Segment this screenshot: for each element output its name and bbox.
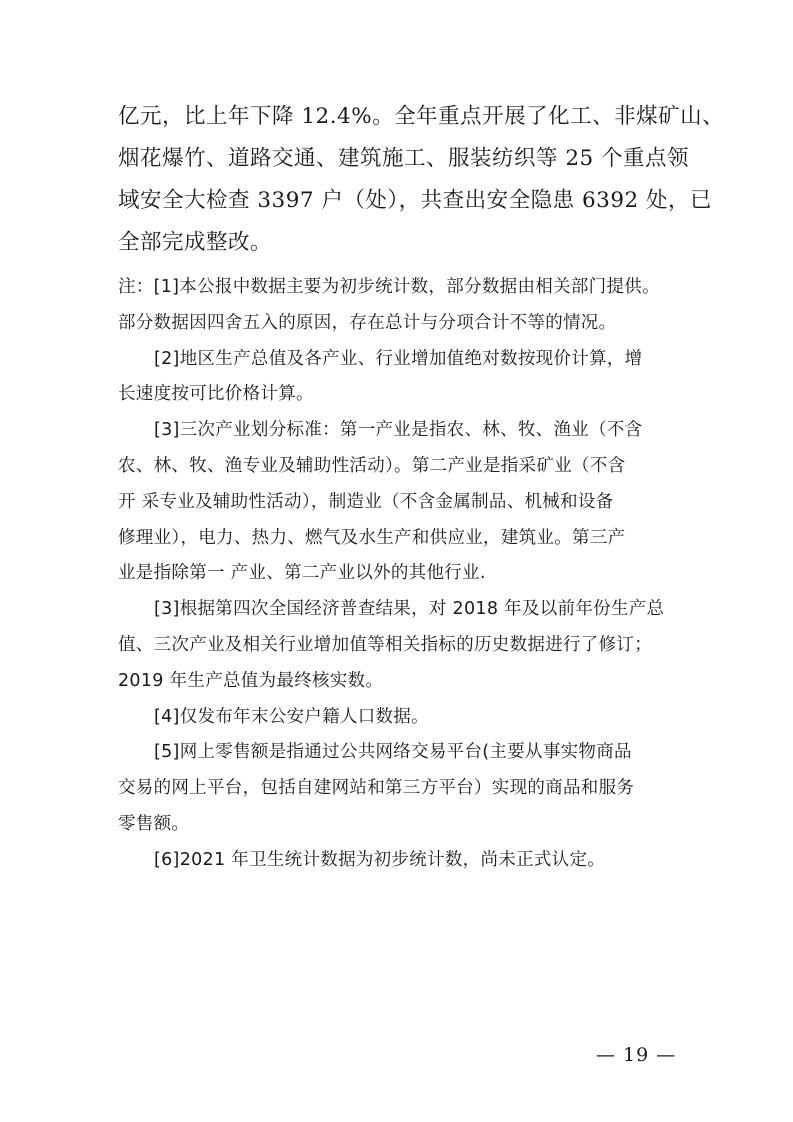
- body-line: 域安全大检查 3397 户（处），共查出安全隐患 6392 处，已: [118, 188, 713, 213]
- note-6: [118, 735, 678, 842]
- note-line: 值、三次产业及相关行业增加值等相关指标的历史数据进行了修订；: [118, 634, 652, 655]
- body-line: 全部完成整改。: [118, 230, 273, 255]
- note-line: 农、林、牧、渔专业及辅助性活动）。第二产业是指采矿业（不含: [118, 455, 626, 476]
- body-line: 烟花爆竹、道路交通、建筑施工、服装纺织等 25 个重点领: [118, 146, 690, 171]
- note-3: [118, 413, 678, 592]
- body-line: 亿元，比上年下降 12.4%。全年重点开展了化工、非煤矿山、: [118, 104, 725, 129]
- note-line: 交易的网上平台，包括自建网站和第三方平台）实现的商品和服务: [118, 778, 635, 799]
- note-line: 修理业），电力、热力、燃气及水生产和供应业，建筑业。第三产: [118, 527, 626, 548]
- note-line: 2019 年生产总值为最终核实数。: [118, 670, 384, 691]
- note-1: [118, 270, 678, 342]
- notes-section: [118, 270, 678, 879]
- note-line: [3]根据第四次全国经济普查结果，对 2018 年及以前年份生产总: [154, 599, 665, 620]
- note-line: 长速度按可比价格计算。: [118, 384, 314, 405]
- note-line: 部分数据因四舍五入的原因，存在总计与分项合计不等的情况。: [118, 312, 617, 333]
- page-number: — 19 —: [596, 1044, 677, 1066]
- note-4: [118, 592, 678, 699]
- body-paragraph: [118, 96, 725, 264]
- note-2: [118, 342, 678, 414]
- note-line: [4]仅发布年末公安户籍人口数据。: [154, 706, 429, 727]
- note-7: [118, 843, 678, 879]
- note-line: [5]网上零售额是指通过公共网络交易平台(主要从事实物商品: [154, 742, 632, 763]
- note-5: [118, 700, 678, 736]
- note-line: 注：[1]本公报中数据主要为初步统计数，部分数据由相关部门提供。: [118, 277, 660, 297]
- note-line: 业是指除第一 产业、第二产业以外的其他行业.: [118, 563, 486, 584]
- note-line: 零售额。: [118, 813, 190, 834]
- note-line: [2]地区生产总值及各产业、行业增加值绝对数按现价计算，增: [154, 348, 643, 369]
- note-line: 开 采专业及辅助性活动），制造业（不含金属制品、机械和设备: [118, 491, 614, 512]
- note-line: [3]三次产业划分标准：第一产业是指农、林、牧、渔业（不含: [154, 420, 643, 441]
- note-line: [6]2021 年卫生统计数据为初步统计数，尚未正式认定。: [154, 849, 606, 870]
